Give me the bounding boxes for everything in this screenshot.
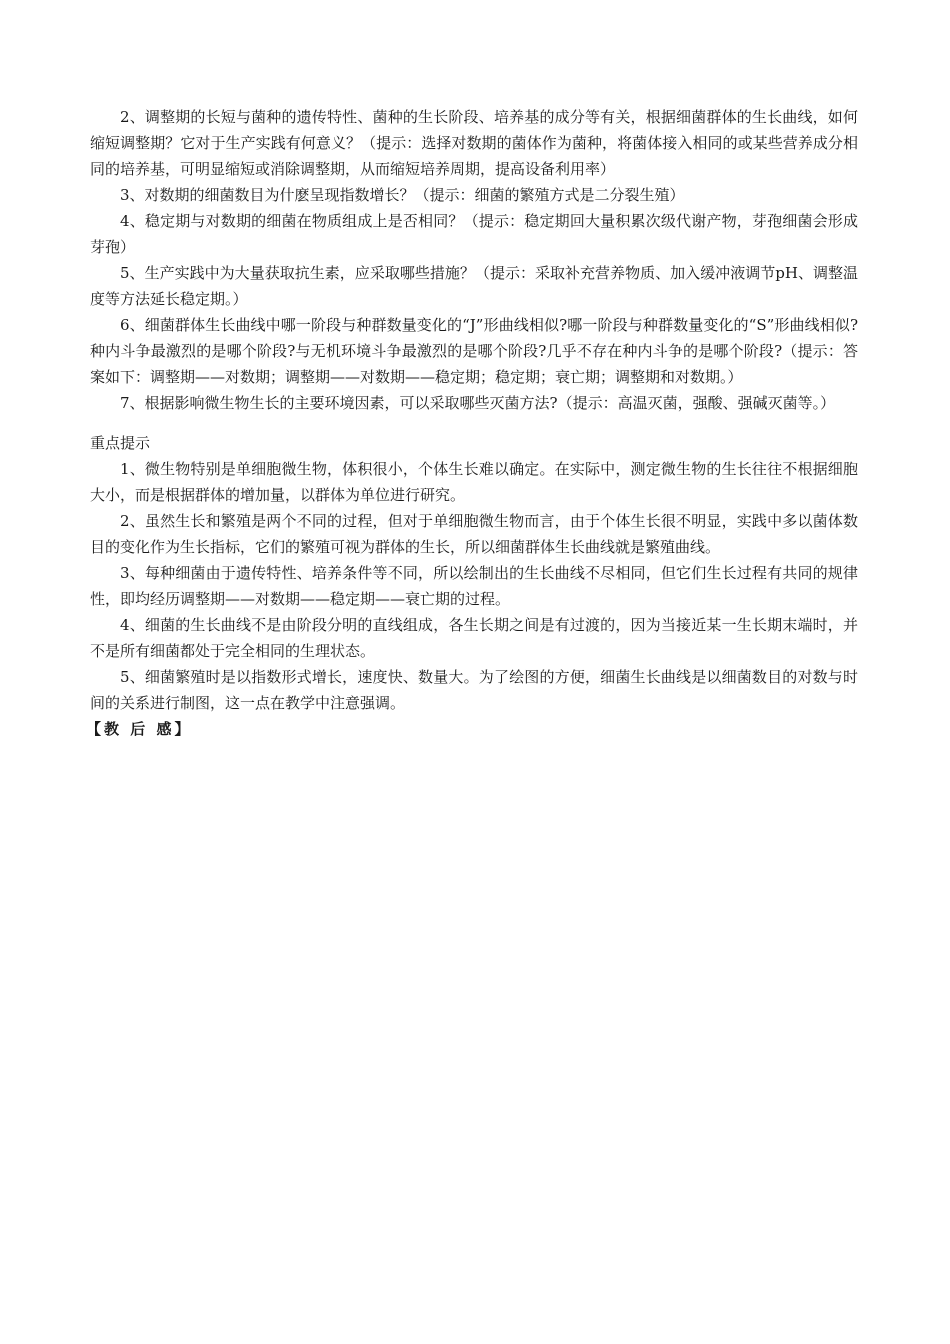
- question-paragraph-3: 3、对数期的细菌数目为什麽呈现指数增长？（提示：细菌的繁殖方式是二分裂生殖）: [120, 186, 685, 204]
- key-points-heading: 重点提示: [90, 434, 151, 452]
- key-point-paragraph-5: 5、细菌繁殖时是以指数形式增长，速度快、数量大。为了绘图的方便，细菌生长曲线是以细菌数目的对数与时间的关系进行制图，这一点在教学中注意强调。: [90, 668, 858, 712]
- question-paragraph-5: 5、生产实践中为大量获取抗生素，应采取哪些措施？（提示：采取补充营养物质、加入缓冲液调节pH、调整温度等方法延长稳定期。）: [90, 264, 858, 308]
- key-point-paragraph-2: 2、虽然生长和繁殖是两个不同的过程，但对于单细胞微生物而言，由于个体生长很不明显，实践中多以菌体数目的变化作为生长指标，它们的繁殖可视为群体的生长，所以细菌群体生长曲线就是繁殖曲线。: [90, 512, 858, 556]
- question-paragraph-4: 4、稳定期与对数期的细菌在物质组成上是否相同？（提示：稳定期回大量积累次级代谢产物，芽孢细菌会形成芽孢）: [90, 212, 858, 256]
- reflection-heading: 【教 后 感】: [86, 720, 193, 738]
- question-paragraph-2: 2、调整期的长短与菌种的遗传特性、菌种的生长阶段、培养基的成分等有关，根据细菌群体的生长曲线，如何缩短调整期？它对于生产实践有何意义？（提示：选择对数期的菌体作为菌种，将菌体接入相同的或某些营养成分相同的培养基，可明显缩短或消除调整期，从而缩短培养周期，提高设备利用率）: [90, 108, 858, 178]
- key-point-paragraph-3: 3、每种细菌由于遗传特性、培养条件等不同，所以绘制出的生长曲线不尽相同，但它们生长过程有共同的规律性，即均经历调整期——对数期——稳定期——衰亡期的过程。: [90, 564, 858, 608]
- question-paragraph-7: 7、根据影响微生物生长的主要环境因素，可以采取哪些灭菌方法?（提示：高温灭菌，强酸、强碱灭菌等。）: [120, 394, 836, 412]
- document-page: [86, 104, 858, 742]
- key-point-paragraph-1: 1、微生物特别是单细胞微生物，体积很小，个体生长难以确定。在实际中，测定微生物的生长往往不根据细胞大小，而是根据群体的增加量，以群体为单位进行研究。: [90, 460, 858, 504]
- key-point-paragraph-4: 4、细菌的生长曲线不是由阶段分明的直线组成，各生长期之间是有过渡的，因为当接近某一生长期末端时，并不是所有细菌都处于完全相同的生理状态。: [90, 616, 858, 660]
- question-paragraph-6: 6、细菌群体生长曲线中哪一阶段与种群数量变化的“J”形曲线相似?哪一阶段与种群数量变化的“S”形曲线相似?种内斗争最激烈的是哪个阶段?与无机环境斗争最激烈的是哪个阶段?几乎不存在种内斗争的是哪个阶段?（提示：答案如下：调整期——对数期；调整期——对数期——稳定期；稳定期；衰亡期；调整期和对数期。）: [90, 316, 858, 386]
